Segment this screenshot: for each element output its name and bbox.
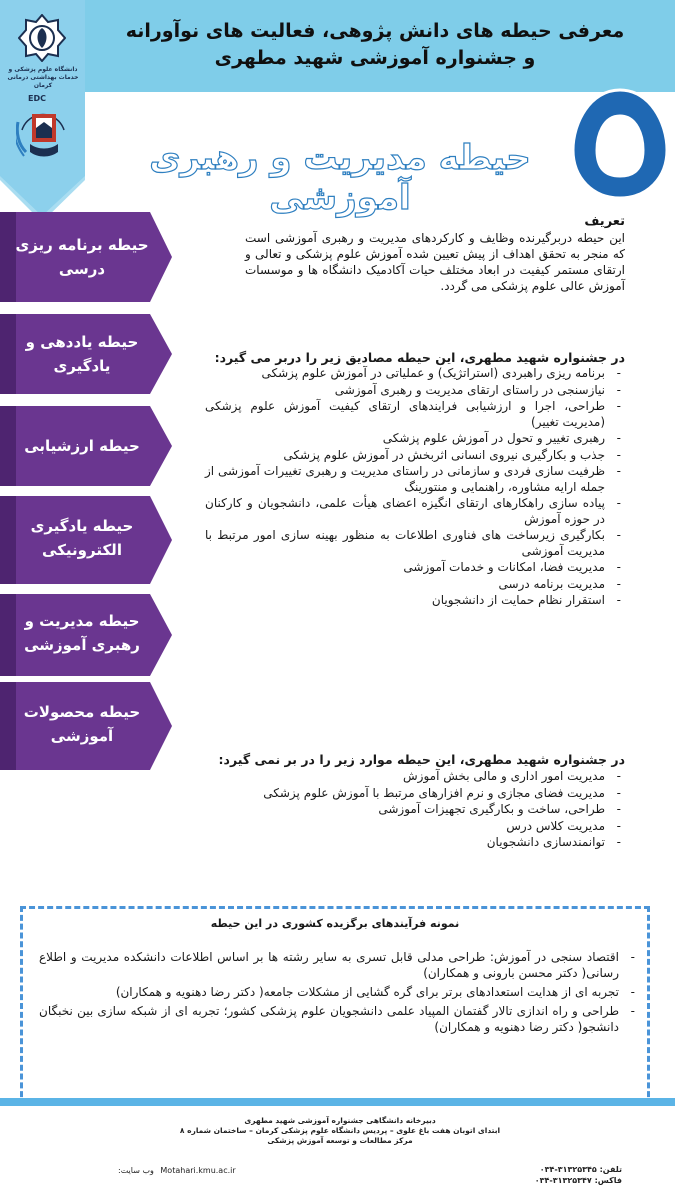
website-label: وب سایت: (118, 1166, 154, 1175)
tab-label: حیطه ارزشیابی (24, 437, 140, 455)
list-item: - مدیریت فضای مجازی و نرم افزارهای مرتبط با آموزش علوم پزشکی (205, 786, 625, 802)
list-item: - رهبری تغییر و تحول در آموزش علوم پزشکی (205, 431, 625, 447)
definition-text: این حیطه دربرگیرنده وظایف و کارکردهای مدیریت و رهبری آموزشی است که منجر به تحقق اهداف از پیش تعیین شده آموزش علوم پزشکی و تعالی و ارتقای مستمر کیفیت در ابعاد مختلف حیات آکادمیک دانشگاه ها و موسسات آموزش عالی علوم پزشکی می گردد. (245, 231, 625, 293)
included-heading: در جشنواره شهید مطهری، این حیطه مصادیق زیر را دربر می گیرد: (214, 350, 625, 365)
examples-title: نمونه فرآیندهای برگزیده کشوری در این حیطه (210, 917, 460, 930)
definition-heading: تعریف (584, 214, 625, 229)
university-seal-icon (18, 14, 66, 62)
tab-educational-products[interactable] (0, 682, 172, 770)
footer-contact (482, 1164, 622, 1186)
excluded-list (205, 769, 625, 852)
tab-management-leadership[interactable] (0, 594, 172, 676)
tab-assessment[interactable] (0, 406, 172, 486)
tab-curriculum[interactable] (0, 212, 172, 302)
side-nav (0, 210, 180, 770)
tab-label: حیطه محصولات آموزشی (23, 703, 141, 745)
fax-number: فاکس: ۳۱۳۲۵۳۴۷-۰۳۴ (534, 1176, 622, 1185)
list-item: - توانمندسازی دانشجویان (205, 835, 625, 851)
examples-box (20, 906, 650, 1106)
list-item: - ظرفیت سازی فردی و سازمانی در راستای مدیریت و رهبری تغییرات آموزشی از جمله ارایه مشاوره، راهنمایی و منتورینگ (205, 464, 625, 495)
list-item: - طراحی، اجرا و ارزشیابی فرایندهای ارتقای کیفیت آموزش علوم پزشکی (مدیریت تغییر) (205, 399, 625, 430)
footer-line2: ابتدای اتوبان هفت باغ علوی – پردیس دانشگاه علوم پزشکی کرمان – ساختمان شماره ۸ (179, 1126, 501, 1135)
header-title (115, 18, 635, 72)
section-number-icon (565, 78, 675, 208)
list-item: - مدیریت کلاس درس (205, 819, 625, 835)
tab-label: حیطه یاددهی و یادگیری (25, 333, 139, 375)
list-item: - اقتصاد سنجی در آموزش: طراحی مدلی قابل تسری به سایر رشته ها بر اساس اطلاعات دانشکده مدیریت و اطلاع رسانی( دکتر محسن بارونی و همکاران) (39, 949, 639, 981)
list-item: - برنامه ریزی راهبردی (استراتژیک) و عملیاتی در آموزش علوم پزشکی (205, 366, 625, 382)
footer-line3: مرکز مطالعات و توسعه آموزش پزشکی (267, 1136, 413, 1145)
tab-label: حیطه یادگیری الکترونیکی (30, 517, 134, 559)
header-title-line2: و جشنواره آموزشی شهید مطهری (214, 47, 536, 69)
logo-banner (0, 0, 85, 225)
list-item: - جذب و بکارگیری نیروی انسانی اثربخش در آموزش علوم پزشکی (205, 448, 625, 464)
section-title: حیطه مدیریت و رهبری آموزشی (149, 138, 531, 218)
tab-label: حیطه برنامه ریزی درسی (15, 236, 149, 278)
list-item: - طراحی و راه اندازی تالار گفتمان المپیاد علمی دانشجویان علوم پزشکی کشور؛ تجربه ای از شبکه سازی بین نخبگان دانشجو( دکتر رضا دهنویه و همکاران) (39, 1003, 639, 1035)
footer-website (118, 1166, 318, 1175)
header-title-line1: معرفی حیطه های دانش پژوهی، فعالیت های نوآورانه (125, 20, 625, 42)
excluded-heading: در جشنواره شهید مطهری، این حیطه موارد زیر را در بر نمی گیرد: (218, 752, 625, 767)
list-item: - مدیریت برنامه درسی (205, 577, 625, 593)
included-list (205, 366, 625, 610)
university-name-line1: دانشگاه علوم پزشکی و (8, 66, 78, 73)
footer-line1: دبیرخانه دانشگاهی جشنواره آموزشی شهید مطهری (244, 1116, 436, 1125)
list-item: - مدیریت فضا، امکانات و خدمات آموزشی (205, 560, 625, 576)
list-item: - نیازسنجی در راستای ارتقای مدیریت و رهبری آموزشی (205, 383, 625, 399)
edc-label: EDC (28, 94, 46, 103)
list-item: - طراحی، ساخت و بکارگیری تجهیزات آموزشی (205, 802, 625, 818)
tab-teaching-learning[interactable] (0, 314, 172, 394)
list-item: - استقرار نظام حمایت از دانشجویان (205, 593, 625, 609)
footer-address (150, 1116, 530, 1146)
university-name-line2: خدمات بهداشتی درمانی کرمان (7, 74, 79, 89)
list-item: - بکارگیری زیرساخت های فناوری اطلاعات به منظور بهینه سازی امور مرتبط با مدیریت آموزشی (205, 528, 625, 559)
footer-bar (0, 1098, 675, 1106)
tab-e-learning[interactable] (0, 496, 172, 584)
list-item: - پیاده سازی راهکارهای ارتقای انگیزه اعضای هیأت علمی، دانشجویان و کارکنان در حوزه آموزش (205, 496, 625, 527)
university-name (4, 66, 82, 90)
phone-number: تلفن: ۳۱۳۲۵۳۴۵-۰۳۴ (539, 1165, 622, 1174)
website-url[interactable]: Motahari.kmu.ac.ir (160, 1166, 236, 1175)
list-item: - مدیریت امور اداری و مالی بخش آموزش (205, 769, 625, 785)
list-item: - تجربه ای از هدایت استعدادهای برتر برای گره گشایی از مشکلات جامعه( دکتر رضا دهنویه و همکاران) (39, 984, 639, 1000)
examples-list (39, 949, 639, 1038)
tab-label: حیطه مدیریت و رهبری آموزشی (24, 612, 140, 654)
